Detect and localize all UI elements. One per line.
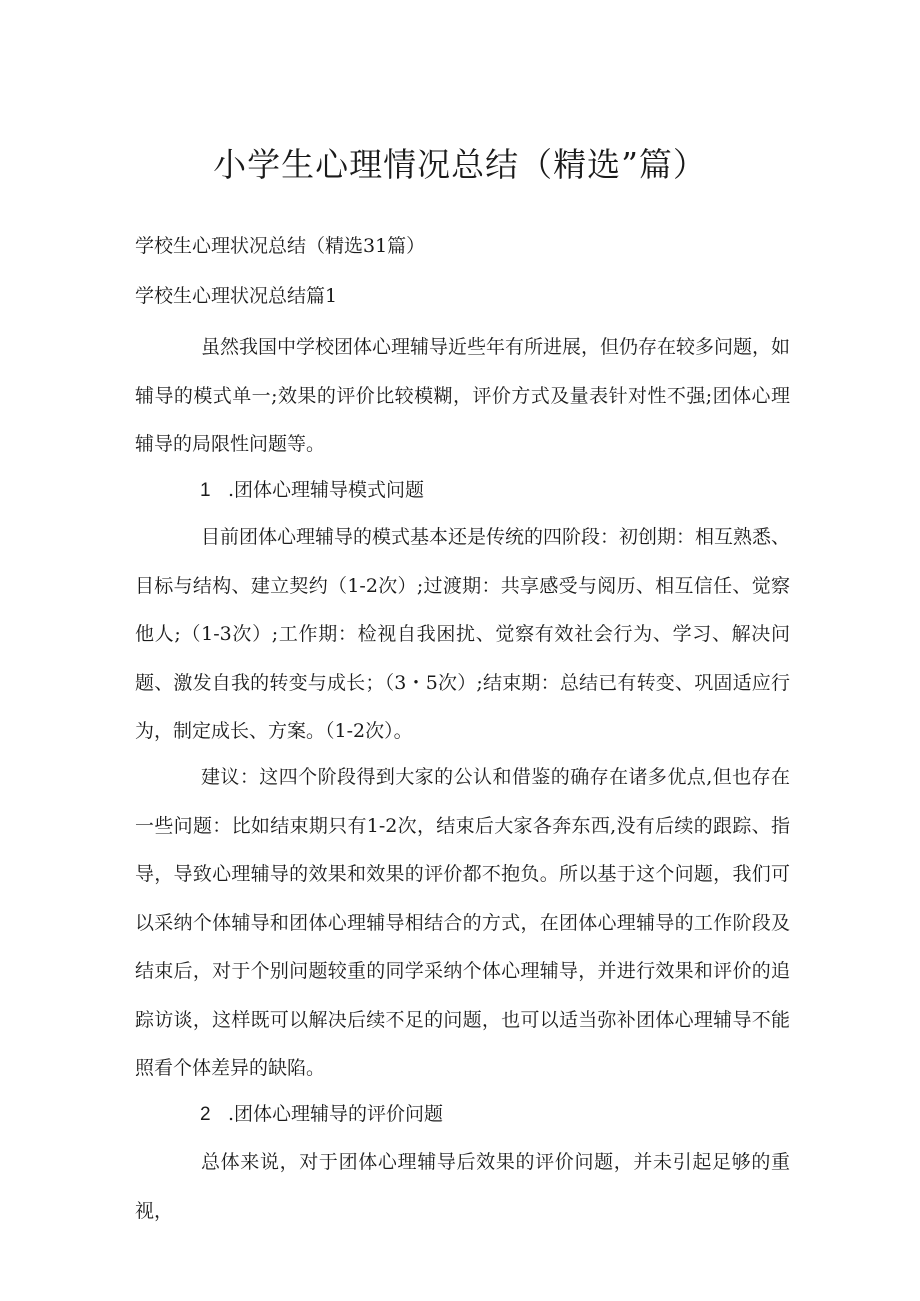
section-heading-2: [200, 1090, 443, 1139]
paragraph-model: 目前团体心理辅导的模式基本还是传统的四阶段：初创期：相互熟悉、目标与结构、建立契约（1-2次）;过渡期：共享感受与阅历、相互信任、觉察他人;（1-3次）;工作期：检视自我困扰、觉察有效社会行为、学习、解决问题、激发自我的转变与成长；（3・5次）;结束期：总结已有转变、巩固适应行为，制定成长、方案。（1-2次）。: [135, 526, 791, 742]
section-heading-1-text: .团体心理辅导模式问题: [228, 479, 425, 501]
section-heading-1-number: 1: [200, 480, 211, 501]
section-heading-2-number: 2: [200, 1104, 211, 1125]
paragraph-suggestion: 建议：这四个阶段得到大家的公认和借鉴的确存在诸多优点,但也存在一些问题：比如结束期只有1-2次，结束后大家各奔东西,没有后续的跟踪、指导，导致心理辅导的效果和效果的评价都不抱负。所以基于这个问题，我们可以采纳个体辅导和团体心理辅导相结合的方式，在团体心理辅导的工作阶段及结束后，对于个别问题较重的同学采纳个体心理辅导，并进行效果和评价的追踪访谈，这样既可以解决后续不足的问题，也可以适当弥补团体心理辅导不能照看个体差异的缺陷。: [135, 766, 790, 1079]
section-heading-1: [200, 466, 424, 515]
document-subtitle: 学校生心理状况总结（精选31篇）: [135, 235, 426, 257]
section-heading-2-text: .团体心理辅导的评价问题: [228, 1103, 444, 1125]
paragraph-evaluation: 总体来说，对于团体心理辅导后效果的评价问题，并未引起足够的重视，: [135, 1151, 790, 1222]
document-title: 小学生心理情况总结（精选”篇）: [213, 145, 707, 184]
paragraph-intro: 虽然我国中学校团体心理辅导近些年有所进展，但仍存在较多问题，如辅导的模式单一;效果的评价比较模糊，评价方式及量表针对性不强;团体心理辅导的局限性问题等。: [135, 336, 791, 455]
section-label: 学校生心理状况总结篇1: [135, 285, 338, 307]
